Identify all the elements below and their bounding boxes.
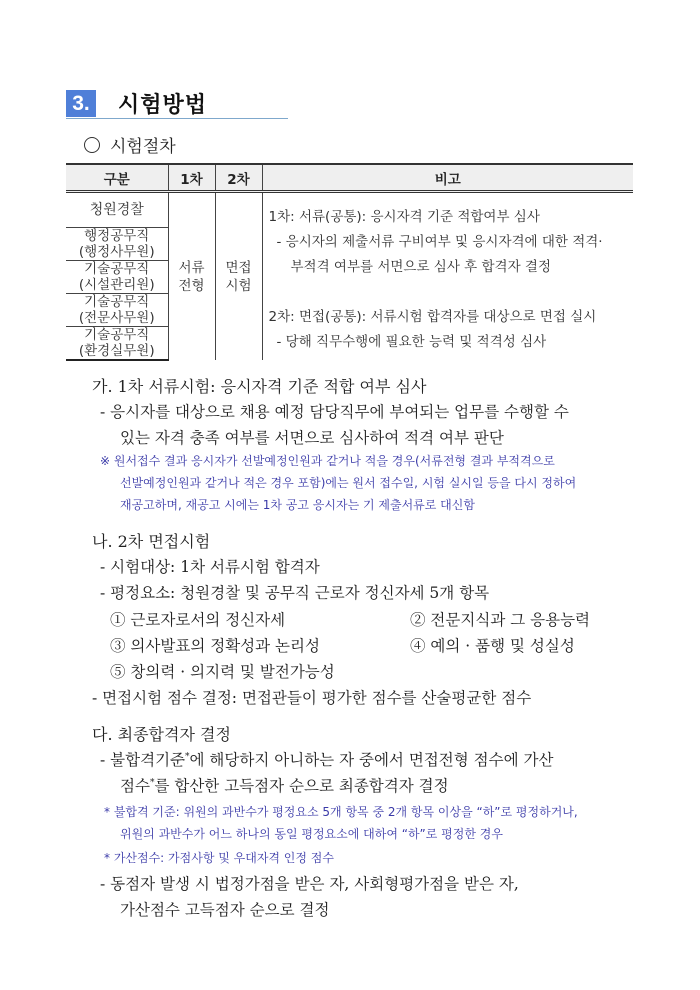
footnote-star: * — [185, 751, 190, 762]
criteria-item-2: ② 전문지식과 그 응용능력 — [410, 611, 591, 629]
text-span: - 불합격기준 — [100, 751, 186, 769]
part-b-criteria: - 평정요소: 청원경찰 및 공무직 근로자 정신자세 5개 항목 — [100, 584, 490, 602]
part-c-bullet1-line1 — [100, 748, 553, 770]
part-c-bullet2-line2: 가산점수 고득점자 순으로 결정 — [120, 901, 330, 919]
remarks-cell — [262, 192, 633, 361]
part-b-target: - 시험대상: 1차 서류시험 합격자 — [100, 558, 320, 576]
part-a-note-line2: 선발예정인원과 같거나 적은 경우 포함)에는 원서 접수일, 시험 실시일 등을 다시 정하여 — [120, 476, 577, 490]
category-name: 청원경찰 — [89, 202, 144, 218]
category-cell — [66, 327, 168, 361]
part-c-heading: 다. 최종합격자 결정 — [92, 725, 231, 744]
remark-line: 2차: 면접(공통): 서류시험 합격자를 대상으로 면접 실시 — [268, 309, 597, 325]
criteria-item-4: ④ 예의 · 품행 및 성실성 — [410, 637, 575, 655]
header-remarks: 비고 — [262, 164, 633, 192]
part-c-note1-line1: * 불합격 기준: 위원의 과반수가 평정요소 5개 항목 중 2개 항목 이상을 “하”로 평정하거나, — [104, 805, 578, 819]
category-cell — [66, 261, 168, 294]
remark-line: - 응시자의 제출서류 구비여부 및 응시자격에 대한 적격· — [276, 234, 603, 250]
category-name: 행정공무직 — [84, 228, 150, 244]
text-span: 를 합산한 고득점자 순으로 최종합격자 결정 — [154, 777, 449, 795]
part-a-note-line3: 재공고하며, 재공고 시에는 1차 공고 응시자는 기 제출서류로 대신함 — [120, 498, 475, 512]
table-header-row — [66, 164, 633, 192]
category-name: 기술공무직 — [84, 261, 150, 277]
part-c-bullet1-line2 — [120, 774, 449, 796]
category-name: 기술공무직 — [84, 294, 150, 310]
part-c-note2: * 가산점수: 가점사항 및 우대자격 인정 점수 — [104, 851, 334, 865]
table-row — [66, 192, 633, 228]
remark-line: 부적격 여부를 서면으로 심사 후 합격자 결정 — [290, 259, 551, 275]
remark-line: - 당해 직무수행에 필요한 능력 및 적격성 심사 — [276, 334, 547, 350]
subsection-title: 시험절차 — [110, 137, 176, 157]
category-subname: (환경실무원) — [78, 343, 155, 359]
text-span: 에 해당하지 아니하는 자 중에서 면접전형 점수에 가산 — [189, 751, 554, 769]
category-cell — [66, 228, 168, 261]
criteria-item-1: ① 근로자로서의 정신자세 — [110, 611, 286, 629]
part-a-note-line1: ※ 원서접수 결과 응시자가 선발예정인원과 같거나 적을 경우(서류전형 결과 부적격으로 — [100, 454, 555, 468]
category-subname: (행정사무원) — [78, 244, 155, 260]
header-second-stage: 2차 — [215, 164, 262, 192]
part-a-bullet-line2: 있는 자격 충족 여부를 서면으로 심사하여 적격 여부 판단 — [120, 429, 504, 447]
part-c-note1-line2: 위원의 과반수가 어느 하나의 동일 평정요소에 대하여 “하”로 평정한 경우 — [120, 827, 503, 841]
remark-line: 1차: 서류(공통): 응시자격 기준 적합여부 심사 — [268, 209, 540, 225]
header-category: 구분 — [66, 164, 168, 192]
first-stage-cell — [168, 192, 215, 361]
circle-bullet-icon — [84, 137, 100, 153]
section-title: 시험방법 — [118, 93, 208, 118]
part-c-bullet2-line1: - 동점자 발생 시 법정가점을 받은 자, 사회형평가점을 받은 자, — [100, 875, 519, 893]
first-stage-line2: 전형 — [178, 277, 205, 294]
category-subname: (전문사무원) — [78, 310, 155, 326]
text-span: 점수 — [120, 777, 150, 795]
second-stage-cell — [215, 192, 262, 361]
category-name: 기술공무직 — [84, 327, 150, 343]
exam-procedure-table — [66, 163, 633, 361]
part-a-heading: 가. 1차 서류시험: 응시자격 기준 적합 여부 심사 — [92, 377, 427, 396]
part-b-heading: 나. 2차 면접시험 — [92, 532, 211, 551]
category-cell — [66, 192, 168, 228]
criteria-item-3: ③ 의사발표의 정확성과 논리성 — [110, 637, 320, 655]
part-b-score: - 면접시험 점수 결정: 면접관들이 평가한 점수를 산술평균한 점수 — [92, 689, 532, 707]
first-stage-line1: 서류 — [178, 259, 205, 276]
criteria-item-5: ⑤ 창의력 · 의지력 및 발전가능성 — [110, 663, 335, 681]
section-heading — [66, 90, 288, 119]
second-stage-line2: 시험 — [225, 277, 252, 294]
part-a-bullet-line1: - 응시자를 대상으로 채용 예정 담당직무에 부여되는 업무를 수행할 수 — [100, 403, 569, 421]
header-first-stage: 1차 — [168, 164, 215, 192]
second-stage-line1: 면접 — [225, 259, 252, 276]
section-number-badge: 3. — [66, 90, 96, 117]
category-subname: (시설관리원) — [78, 277, 155, 293]
footnote-star: * — [149, 777, 155, 788]
category-cell — [66, 294, 168, 327]
subsection-heading — [84, 132, 176, 157]
